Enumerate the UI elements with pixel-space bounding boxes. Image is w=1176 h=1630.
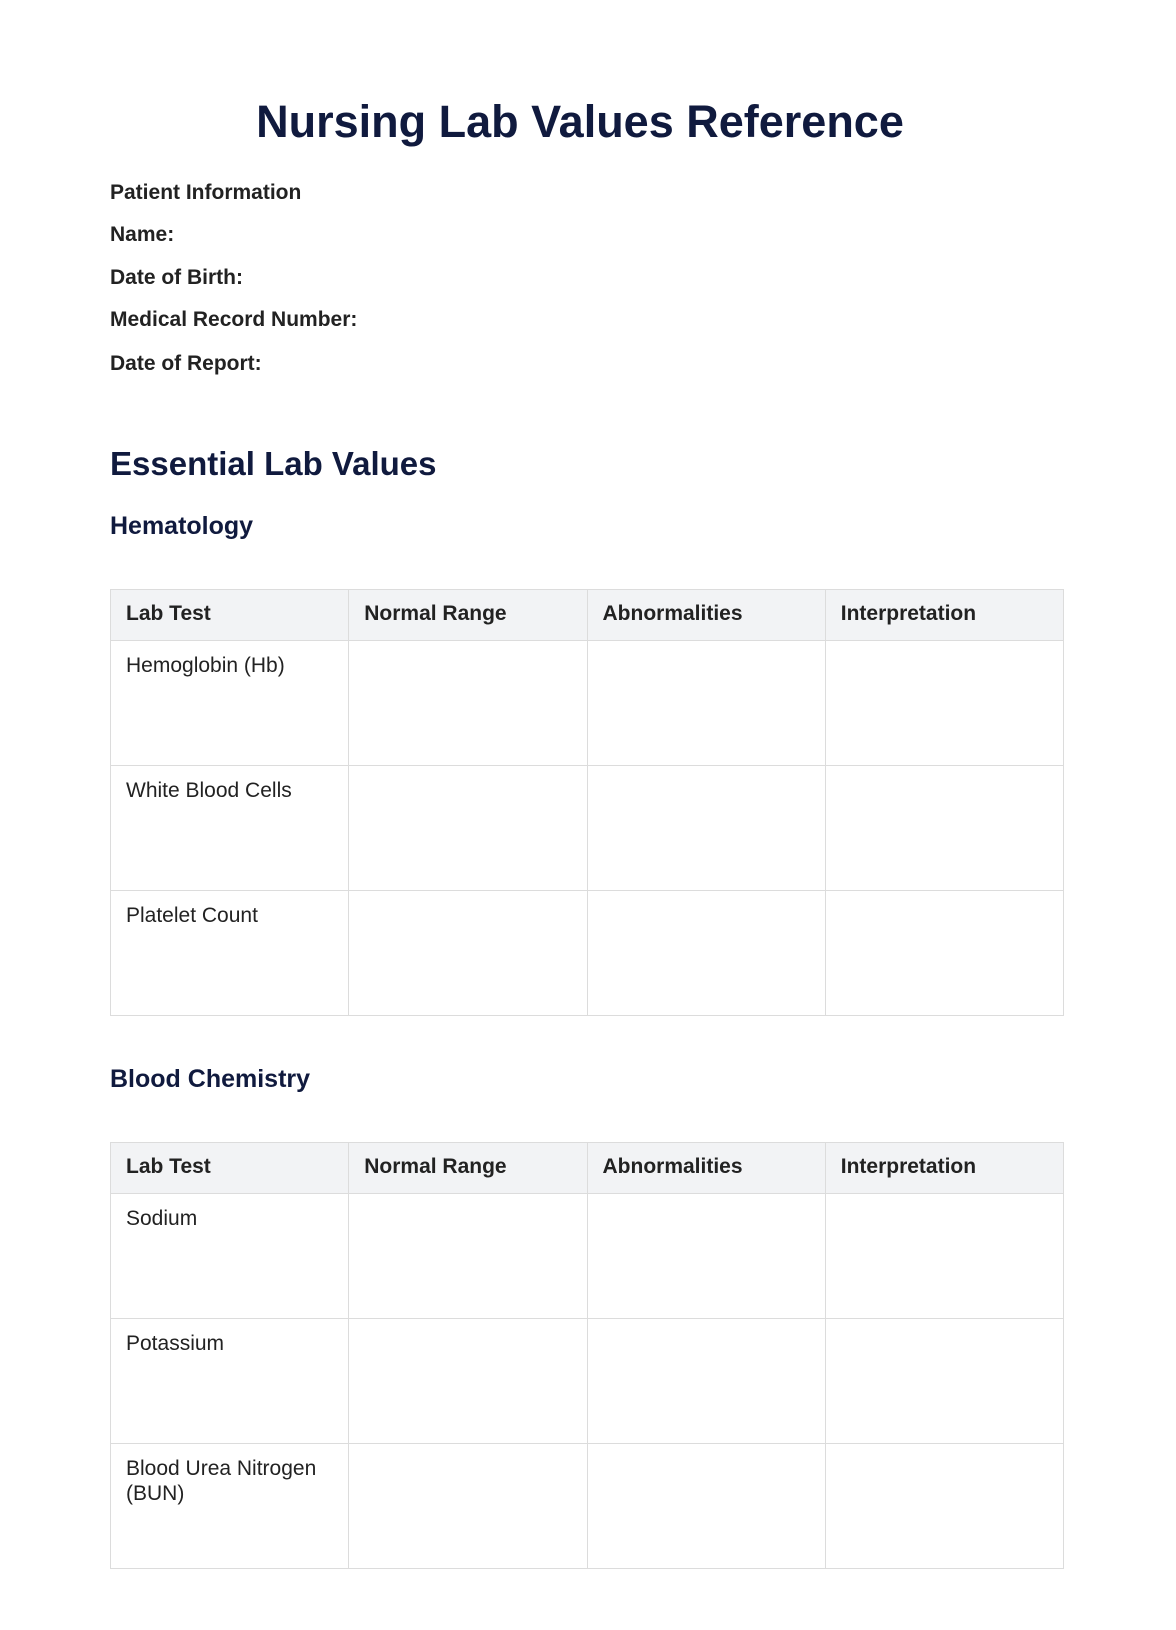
abnormalities-cell[interactable] <box>587 1444 825 1569</box>
table-row <box>111 891 1064 1016</box>
normal-range-cell[interactable] <box>349 891 587 1016</box>
abnormalities-cell[interactable] <box>587 891 825 1016</box>
normal-range-cell[interactable] <box>349 766 587 891</box>
interpretation-cell[interactable] <box>825 1319 1063 1444</box>
column-header: Interpretation <box>825 590 1063 641</box>
abnormalities-cell[interactable] <box>587 1319 825 1444</box>
normal-range-cell[interactable] <box>349 1444 587 1569</box>
page-title: Nursing Lab Values Reference <box>256 96 904 147</box>
lab-test-cell: Potassium <box>111 1319 349 1444</box>
table-header-row <box>111 1143 1064 1194</box>
hematology-table <box>110 589 1064 1016</box>
column-header: Interpretation <box>825 1143 1063 1194</box>
interpretation-cell[interactable] <box>825 891 1063 1016</box>
chemistry-title: Blood Chemistry <box>110 1065 311 1093</box>
table-row <box>111 1319 1064 1444</box>
normal-range-cell[interactable] <box>349 641 587 766</box>
table-row <box>111 641 1064 766</box>
chemistry-table <box>110 1142 1064 1569</box>
lab-test-cell: White Blood Cells <box>111 766 349 891</box>
normal-range-cell[interactable] <box>349 1319 587 1444</box>
column-header: Lab Test <box>111 1143 349 1194</box>
lab-test-cell: Sodium <box>111 1194 349 1319</box>
lab-test-cell: Hemoglobin (Hb) <box>111 641 349 766</box>
abnormalities-cell[interactable] <box>587 766 825 891</box>
table-row <box>111 1194 1064 1319</box>
name-label: Name: <box>110 223 175 246</box>
patient-info-heading: Patient Information <box>110 181 302 204</box>
dob-label: Date of Birth: <box>110 266 243 289</box>
column-header: Normal Range <box>349 1143 587 1194</box>
interpretation-cell[interactable] <box>825 1444 1063 1569</box>
hematology-title: Hematology <box>110 512 254 540</box>
column-header: Abnormalities <box>587 590 825 641</box>
interpretation-cell[interactable] <box>825 766 1063 891</box>
table-row <box>111 1444 1064 1569</box>
interpretation-cell[interactable] <box>825 641 1063 766</box>
table-header-row <box>111 590 1064 641</box>
abnormalities-cell[interactable] <box>587 641 825 766</box>
column-header: Lab Test <box>111 590 349 641</box>
section-title: Essential Lab Values <box>110 445 437 482</box>
lab-test-cell: Platelet Count <box>111 891 349 1016</box>
table-row <box>111 766 1064 891</box>
abnormalities-cell[interactable] <box>587 1194 825 1319</box>
interpretation-cell[interactable] <box>825 1194 1063 1319</box>
lab-test-cell: Blood Urea Nitrogen (BUN) <box>111 1444 349 1569</box>
report-date-label: Date of Report: <box>110 352 262 375</box>
mrn-label: Medical Record Number: <box>110 308 358 331</box>
column-header: Normal Range <box>349 590 587 641</box>
column-header: Abnormalities <box>587 1143 825 1194</box>
normal-range-cell[interactable] <box>349 1194 587 1319</box>
